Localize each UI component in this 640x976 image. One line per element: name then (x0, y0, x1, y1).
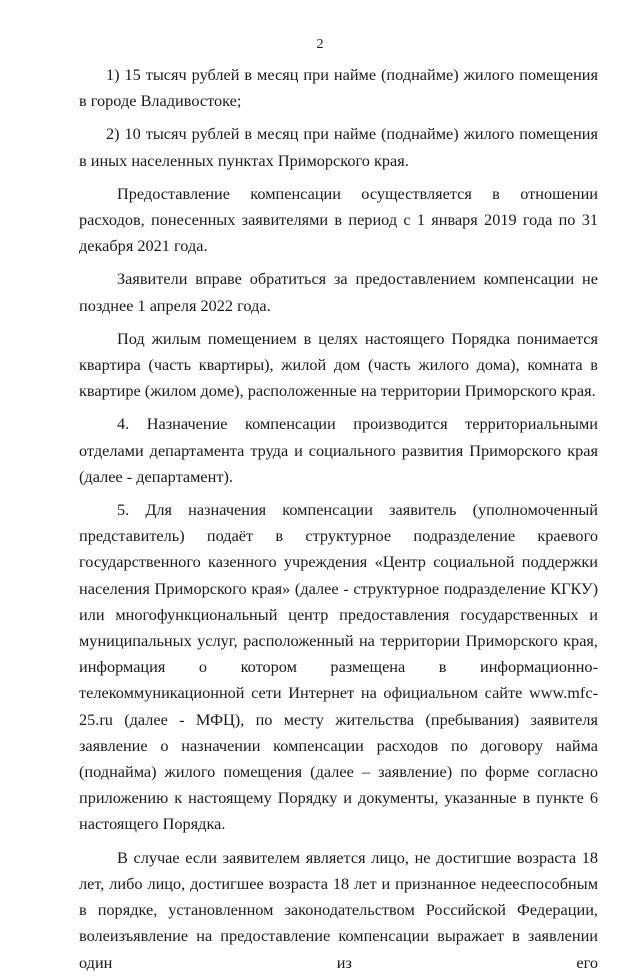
paragraph-clause-4: 4. Назначение компенсации производится территориальными отделами департамента труда и социального развития Приморского края (далее - департамент). (79, 414, 598, 486)
paragraph-compensation-period: Предоставление компенсации осуществляется в отношении расходов, понесенных заявителями в период с 1 января 2019 года по 31 декабря 2021 года. (79, 183, 598, 256)
paragraph-dwelling-definition: Под жилым помещением в целях настоящего Порядка понимается квартира (часть квартиры), жилой дом (часть жилого дома), комната в квартире (жилом доме), расположенные на территории Приморского края. (79, 328, 598, 401)
document-body (79, 62, 598, 976)
paragraph-item-1: 1) 15 тысяч рублей в месяц при найме (поднайме) жилого помещения в городе Владивостоке; (79, 65, 598, 111)
paragraph-item-2: 2) 10 тысяч рублей в месяц при найме (поднайме) жилого помещения в иных населенных пунктах Приморского края. (79, 124, 598, 170)
paragraph-clause-5: 5. Для назначения компенсации заявитель (уполномоченный представитель) подаёт в структурное подразделение краевого государственного казенного учреждения «Центр социальной поддержки населения Приморского края» (далее - структурное подразделение КГКУ) или многофункциональный центр предоставления государственных и муниципальных услуг, расположенный на территории Приморского края, информация о котором размещена в информационно-телекоммуникационной сети Интернет на официальном сайте www.mfc-25.ru (далее - МФЦ), по месту жительства (пребывания) заявителя заявление о назначении компенсации расходов по договору найма (поднайма) жилого помещения (далее – заявление) по форме согласно приложению к настоящему Порядку и документы, указанные в пункте 6 настоящего Порядка. (79, 500, 598, 834)
paragraph-minor-applicant: В случае если заявителем является лицо, не достигшие возраста 18 лет, либо лицо, достигшее возраста 18 лет и признанное недееспособным в порядке, установленном законодательством Российской Федерации, волеизъявление на предоставление компенсации выражает в заявлении один из его (79, 847, 598, 972)
paragraph-deadline: Заявители вправе обратиться за предоставлением компенсации не позднее 1 апреля 2022 года. (79, 269, 598, 315)
page-number: 2 (316, 37, 324, 52)
